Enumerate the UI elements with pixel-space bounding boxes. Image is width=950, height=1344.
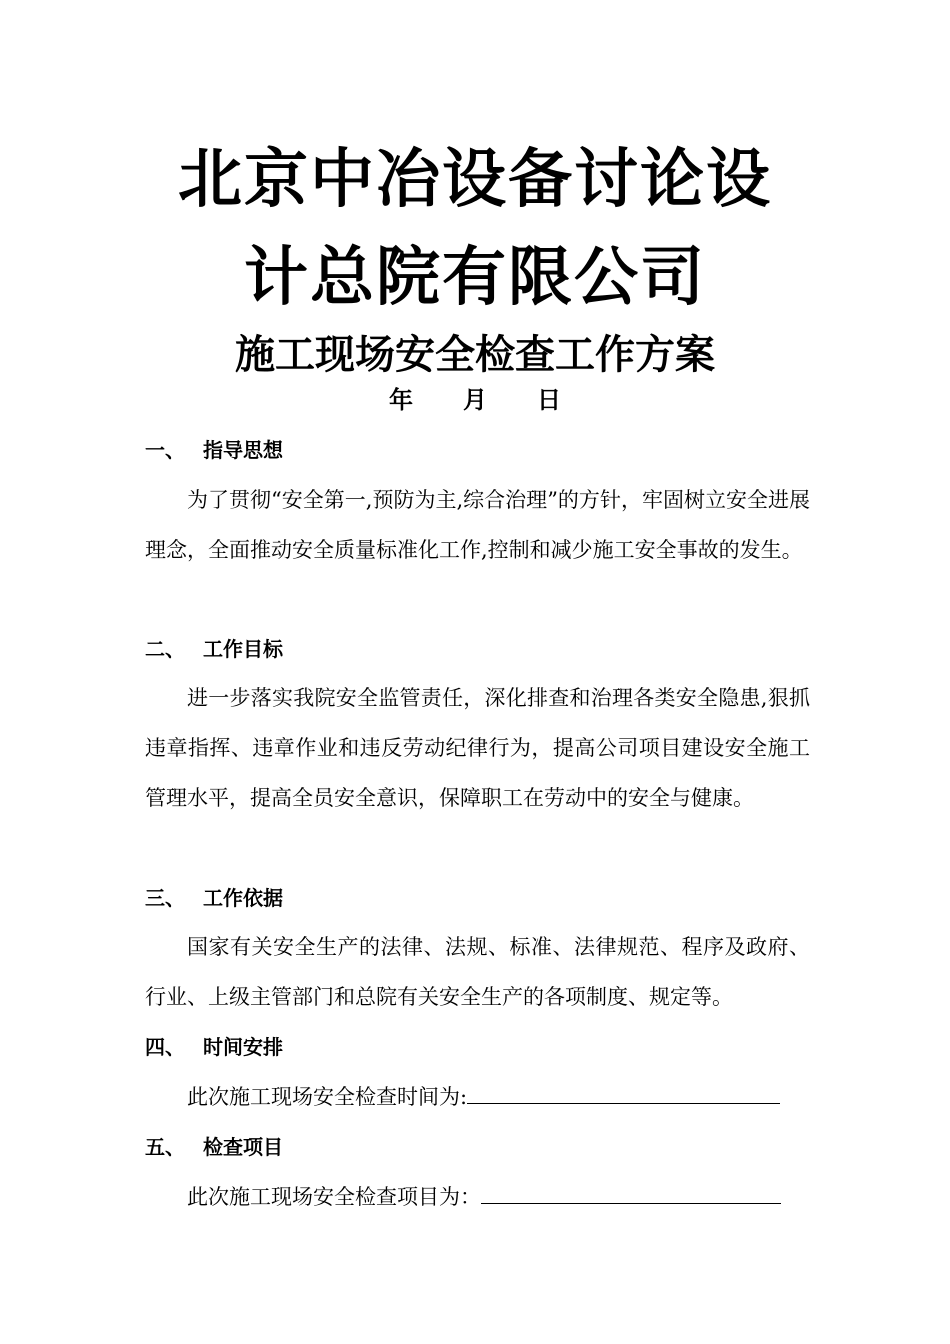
document-subtitle: 施工现场安全检查工作方案 <box>235 331 715 378</box>
section-1-paragraph: 为了贯彻“安全第一,预防为主,综合治理”的方针，牢固树立安全进展理念，全面推动安全质量标准化工作,控制和减少施工安全事故的发生。 <box>145 488 810 562</box>
date-month: 月 <box>463 385 487 414</box>
section-4-heading <box>145 1033 283 1061</box>
time-label: 此次施工现场安全检查时间为: <box>187 1085 468 1109</box>
section-4-paragraph <box>145 1072 810 1122</box>
section-5-paragraph <box>145 1172 810 1222</box>
section-2-number: 二、 <box>145 637 185 661</box>
section-3-number: 三、 <box>145 886 185 910</box>
section-1-heading <box>145 436 283 464</box>
section-4-title: 时间安排 <box>203 1035 283 1059</box>
section-1-title: 指导思想 <box>203 438 283 462</box>
section-2-title: 工作目标 <box>203 637 283 661</box>
title-line-1: 北京中冶设备讨论设 <box>178 143 772 217</box>
section-5-number: 五、 <box>145 1135 185 1159</box>
date-year: 年 <box>389 385 413 414</box>
section-1-number: 一、 <box>145 438 185 462</box>
section-3-title: 工作依据 <box>203 886 283 910</box>
section-5-title: 检查项目 <box>203 1135 283 1159</box>
section-3-heading <box>145 884 283 912</box>
project-blank-field[interactable] <box>481 1181 781 1204</box>
date-day: 日 <box>537 385 561 414</box>
time-blank-field[interactable] <box>467 1081 780 1104</box>
section-2-paragraph: 进一步落实我院安全监管责任，深化排查和治理各类安全隐患,狠抓违章指挥、违章作业和违反劳动纪律行为，提高公司项目建设安全施工管理水平，提高全员安全意识，保障职工在劳动中的安全与健康。 <box>145 686 810 810</box>
section-5-heading <box>145 1133 283 1161</box>
project-label: 此次施工现场安全检查项目为： <box>187 1185 481 1209</box>
section-4-number: 四、 <box>145 1035 185 1059</box>
section-2-heading <box>145 635 283 663</box>
title-line-2: 计总院有限公司 <box>244 241 706 315</box>
date-line <box>0 384 950 416</box>
section-3-paragraph: 国家有关安全生产的法律、法规、标准、法律规范、程序及政府、行业、上级主管部门和总院有关安全生产的各项制度、规定等。 <box>145 935 810 1009</box>
